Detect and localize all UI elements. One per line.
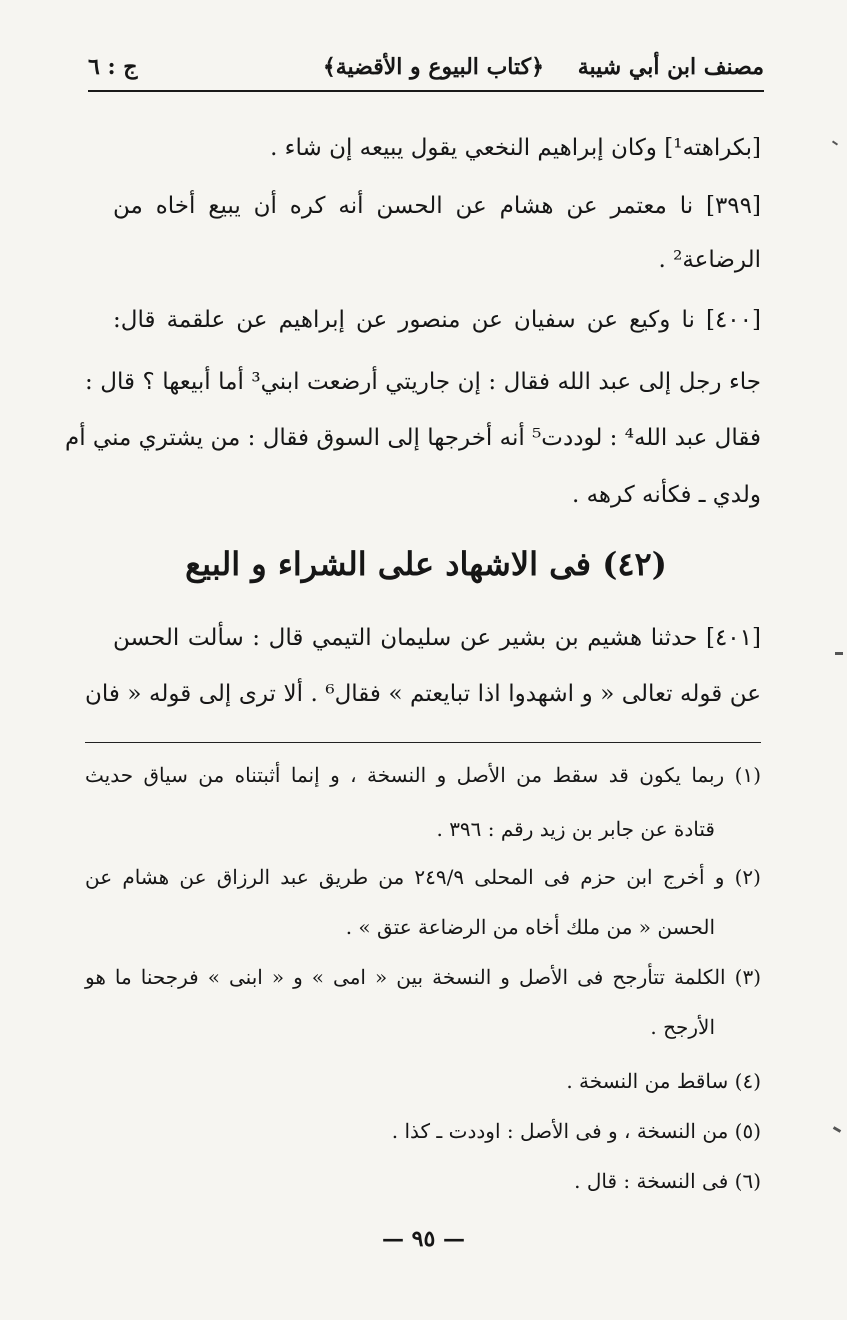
running-header bbox=[88, 50, 764, 92]
footnote-divider bbox=[85, 742, 761, 743]
scan-speck bbox=[833, 1126, 841, 1133]
section-heading: (٤٢) فى الاشهاد على الشراء و البيع bbox=[185, 545, 667, 583]
body-line: [بكراهته¹] وكان إبراهيم النخعي يقول يبيعه إن شاء . bbox=[270, 135, 761, 161]
footnote: (٣) الكلمة تتأرجح فى الأصل و النسخة بين « امى » و « ابنى » فرجحنا ما هو bbox=[85, 965, 761, 989]
body-line: [٤٠٠] نا وكيع عن سفيان عن منصور عن إبراهيم عن علقمة قال: bbox=[113, 307, 761, 333]
body-line: [٣٩٩] نا معتمر عن هشام عن الحسن أنه كره أن يبيع أخاه من bbox=[113, 193, 761, 219]
footnote-continuation: قتادة عن جابر بن زيد رقم : ٣٩٦ . bbox=[436, 817, 715, 841]
footnote: (٤) ساقط من النسخة . bbox=[566, 1069, 761, 1093]
footnote: (٦) فى النسخة : قال . bbox=[574, 1169, 761, 1193]
chapter-title: ﴿كتاب البيوع و الأقضية﴾ bbox=[322, 54, 544, 80]
scan-speck bbox=[835, 652, 843, 655]
footnote: (٥) من النسخة ، و فى الأصل : اوددت ـ كذا . bbox=[391, 1119, 761, 1143]
body-line: ولدي ـ فكأنه كرهه . bbox=[571, 482, 761, 508]
body-line: جاء رجل إلى عبد الله فقال : إن جاريتي أرضعت ابني³ أما أبيعها ؟ قال : bbox=[85, 369, 761, 395]
page-number: — ٩٥ — bbox=[382, 1226, 465, 1252]
body-line: عن قوله تعالى « و اشهدوا اذا تبايعتم » فقال⁶ . ألا ترى إلى قوله « فان bbox=[85, 681, 761, 707]
footnote: (١) ربما يكون قد سقط من الأصل و النسخة ، و إنما أثبتناه من سياق حديث bbox=[85, 763, 761, 787]
body-line: فقال عبد الله⁴ : لوددت⁵ أنه أخرجها إلى السوق فقال : من يشتري مني أم bbox=[64, 425, 761, 451]
book-title: مصنف ابن أبي شيبة bbox=[577, 54, 764, 80]
footnote: (٢) و أخرج ابن حزم فى المحلى ٢٤٩/٩ من طريق عبد الرزاق عن هشام عن bbox=[85, 865, 761, 889]
body-line: الرضاعة² . bbox=[658, 247, 761, 273]
footnote-continuation: الأرجح . bbox=[650, 1015, 715, 1039]
volume-number: ج : ٦ bbox=[88, 54, 138, 80]
scan-speck bbox=[832, 140, 838, 145]
footnote-continuation: الحسن « من ملك أخاه من الرضاعة عتق » . bbox=[345, 915, 715, 939]
body-line: [٤٠١] حدثنا هشيم بن بشير عن سليمان التيمي قال : سألت الحسن bbox=[113, 625, 761, 651]
